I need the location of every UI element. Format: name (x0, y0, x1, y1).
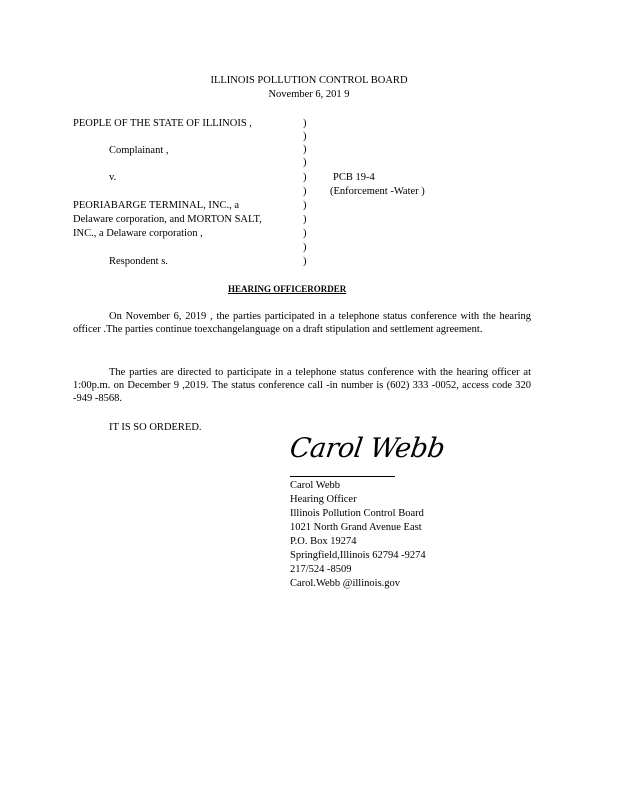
closing-statement: IT IS SO ORDERED. (109, 422, 202, 433)
address-line-1: 1021 North Grand Avenue East (290, 522, 422, 533)
order-date: November 6, 201 9 (268, 89, 350, 100)
caption-paren: ) (303, 118, 307, 129)
signer-phone: 217/524 -8509 (290, 564, 352, 575)
caption-paren: ) (303, 256, 307, 267)
signer-name: Carol Webb (290, 480, 340, 491)
versus-label: v. (109, 172, 117, 183)
caption-paren: ) (303, 214, 307, 225)
complainant-role: Complainant , (109, 145, 169, 156)
caption-paren: ) (303, 131, 307, 142)
respondent-line-1: PEORIABARGE TERMINAL, INC., a (73, 200, 240, 211)
signature-line (290, 476, 395, 477)
signer-organization: Illinois Pollution Control Board (290, 508, 424, 519)
caption-paren: ) (303, 228, 307, 239)
signer-email[interactable]: Carol.Webb @illinois.gov (290, 578, 401, 589)
board-name: ILLINOIS POLLUTION CONTROL BOARD (210, 75, 408, 86)
paragraph-text: On November 6, 2019 , the parties participated in a telephone status conference with the hearing officer .The parties continue toexchangelanguage on a draft stipulation and settlement agreement. (73, 311, 531, 335)
address-line-3: Springfield,Illinois 62794 -9274 (290, 550, 426, 561)
complainant-name: PEOPLE OF THE STATE OF ILLINOIS , (73, 118, 252, 129)
respondent-line-2: Delaware corporation, and MORTON SALT, (73, 214, 262, 225)
handwritten-signature: Carol Webb (287, 433, 447, 464)
caption-paren: ) (303, 157, 307, 168)
caption-paren: ) (303, 200, 307, 211)
case-type: (Enforcement -Water ) (330, 186, 425, 197)
paragraph-text: The parties are directed to participate in a telephone status conference with the hearing officer at 1:00p.m. on December 9 ,2019. The status conference call -in number is (602) 333 -0052, access code 320 -949 -8568. (73, 367, 531, 404)
body-paragraph-2 (73, 366, 531, 405)
body-paragraph-1 (73, 310, 531, 336)
caption-paren: ) (303, 144, 307, 155)
caption-paren: ) (303, 186, 307, 197)
respondent-role: Respondent s. (109, 256, 168, 267)
respondent-line-3: INC., a Delaware corporation , (73, 228, 203, 239)
caption-paren: ) (303, 242, 307, 253)
case-number: PCB 19-4 (333, 172, 375, 183)
order-title: HEARING OFFICERORDER (228, 284, 347, 294)
signer-title: Hearing Officer (290, 494, 357, 505)
caption-paren: ) (303, 172, 307, 183)
address-line-2: P.O. Box 19274 (290, 536, 357, 547)
